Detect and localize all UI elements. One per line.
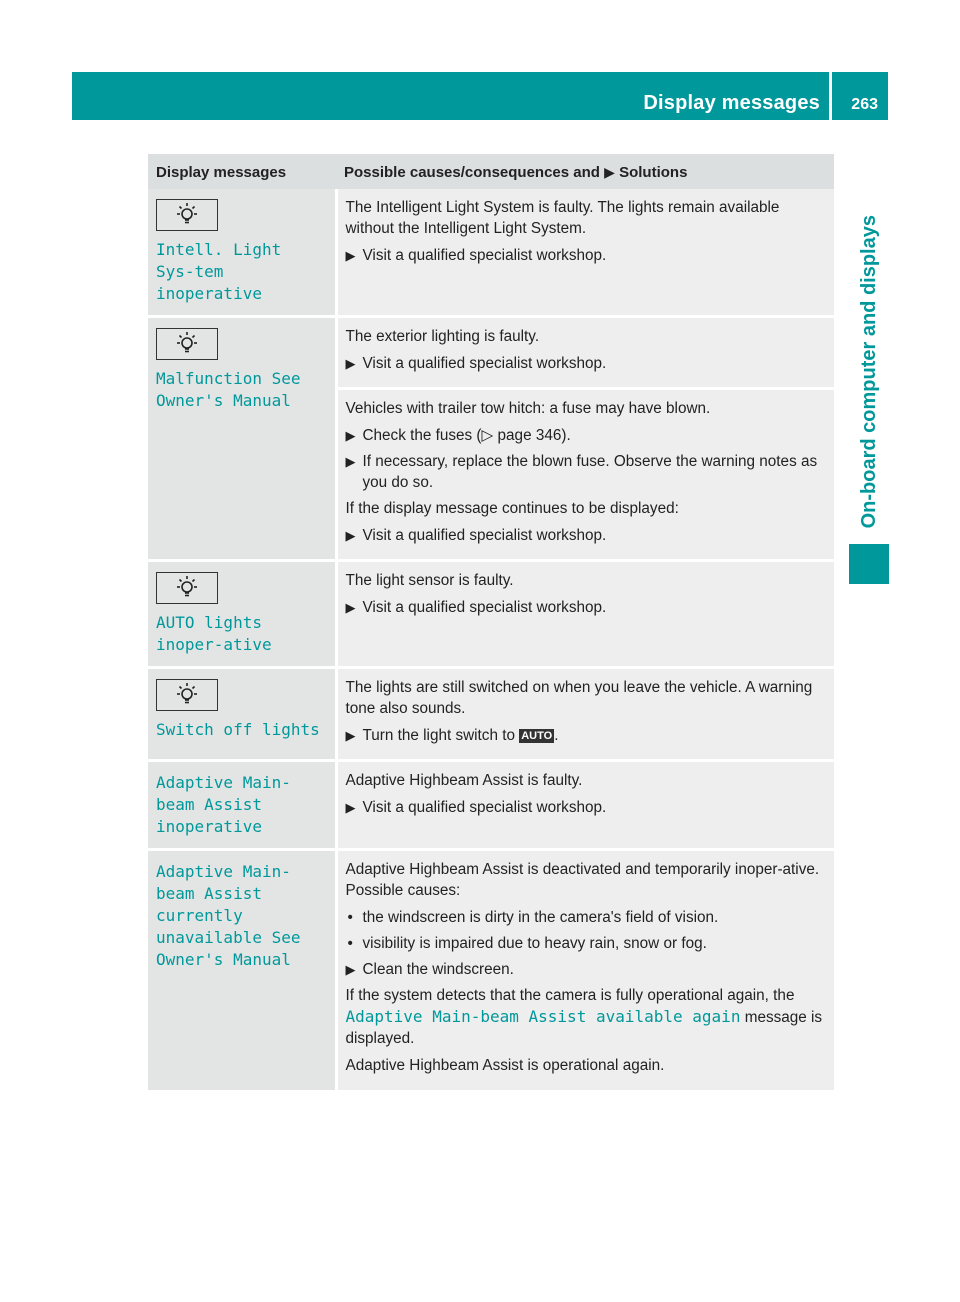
cause-text: If the display message continues to be displayed: bbox=[345, 500, 679, 517]
action-arrow-icon: ▶ bbox=[345, 528, 356, 543]
display-message-text: Switch off lights bbox=[156, 720, 320, 739]
column-header-messages: Display messages bbox=[148, 154, 336, 189]
action-text: Visit a qualified specialist workshop. bbox=[362, 799, 607, 816]
cause-text: The light sensor is faulty. bbox=[345, 572, 514, 589]
action-arrow-icon: ▶ bbox=[345, 962, 356, 977]
action-text: Turn the light switch to bbox=[362, 727, 515, 744]
bullet-text: the windscreen is dirty in the camera's field of vision. bbox=[362, 909, 719, 926]
exterior-light-icon bbox=[156, 328, 218, 360]
message-cell bbox=[148, 561, 336, 668]
action-text: Visit a qualified specialist workshop. bbox=[362, 527, 607, 544]
header-bar bbox=[72, 72, 888, 120]
column-header-causes-label: Possible causes/consequences and bbox=[344, 164, 600, 181]
causes-cell bbox=[336, 761, 834, 850]
table-row bbox=[148, 561, 834, 668]
action-arrow-icon: ▶ bbox=[345, 800, 356, 815]
action-text: Check the fuses ( bbox=[362, 427, 482, 444]
column-header-solutions-label: Solutions bbox=[619, 164, 688, 181]
exterior-light-icon bbox=[156, 572, 218, 604]
cause-text: Adaptive Highbeam Assist is faulty. bbox=[345, 772, 583, 789]
action-item bbox=[346, 353, 829, 374]
causes-cell bbox=[336, 189, 834, 317]
table-row bbox=[148, 317, 834, 389]
action-text: Visit a qualified specialist workshop. bbox=[362, 355, 607, 372]
display-messages-table bbox=[148, 154, 834, 1093]
cause-text: The lights are still switched on when you leave the vehicle. A warning tone also sounds. bbox=[345, 679, 813, 717]
action-text-suffix: . bbox=[554, 727, 559, 744]
action-item bbox=[346, 725, 829, 746]
action-arrow-icon: ▶ bbox=[345, 454, 356, 469]
action-arrow-icon: ▶ bbox=[345, 428, 356, 443]
display-message-text: Adaptive Main-beam Assist inoperative bbox=[156, 773, 291, 836]
bullet-icon: • bbox=[347, 935, 353, 952]
action-item bbox=[346, 597, 829, 618]
cause-text-suffix: message is displayed. bbox=[345, 1009, 823, 1047]
cause-text: The exterior lighting is faulty. bbox=[345, 328, 540, 345]
chapter-tab bbox=[849, 544, 889, 584]
cause-text: The Intelligent Light System is faulty. The lights remain available without the Intelligent Light System. bbox=[345, 199, 780, 237]
bullet-item bbox=[346, 907, 829, 928]
page-ref-arrow-icon: ▷ bbox=[481, 427, 494, 444]
display-message-text: AUTO lights inoper‐ative bbox=[156, 613, 272, 654]
action-text: Visit a qualified specialist workshop. bbox=[362, 599, 607, 616]
action-text: Visit a qualified specialist workshop. bbox=[362, 247, 607, 264]
table-header-row bbox=[148, 154, 834, 189]
cause-text: Adaptive Highbeam Assist is operational again. bbox=[345, 1057, 665, 1074]
message-cell bbox=[148, 317, 336, 561]
action-arrow-icon: ▶ bbox=[345, 728, 356, 743]
cause-text: Vehicles with trailer tow hitch: a fuse may have blown. bbox=[345, 400, 711, 417]
action-text-suffix: ). bbox=[561, 427, 571, 444]
causes-cell bbox=[336, 850, 834, 1092]
message-cell bbox=[148, 668, 336, 761]
page-reference-link[interactable]: page 346 bbox=[497, 427, 562, 444]
header-divider bbox=[829, 72, 832, 120]
display-message-text: Intell. Light Sys‐tem inoperative bbox=[156, 240, 282, 303]
table-row bbox=[148, 761, 834, 850]
bullet-item bbox=[346, 933, 829, 954]
message-cell bbox=[148, 761, 336, 850]
side-chapter-label: On-board computer and displays bbox=[857, 214, 880, 528]
page-section-title: Display messages bbox=[643, 92, 820, 114]
causes-cell bbox=[336, 317, 834, 389]
action-arrow-icon: ▶ bbox=[345, 356, 356, 371]
cause-text bbox=[346, 985, 829, 1049]
action-item bbox=[346, 245, 829, 266]
action-item bbox=[346, 525, 829, 546]
auto-switch-icon: AUTO bbox=[521, 729, 553, 742]
exterior-light-icon bbox=[156, 199, 218, 231]
table-row bbox=[148, 850, 834, 1092]
action-item bbox=[346, 425, 829, 446]
action-text: If necessary, replace the blown fuse. Observe the warning notes as you do so. bbox=[362, 453, 818, 491]
display-message-text: Malfunction See Owner's Manual bbox=[156, 369, 301, 410]
side-chapter-title bbox=[849, 168, 889, 528]
bullet-icon: • bbox=[347, 909, 353, 926]
column-header-causes bbox=[336, 154, 834, 189]
table-row bbox=[148, 668, 834, 761]
message-cell bbox=[148, 850, 336, 1092]
action-item bbox=[346, 797, 829, 818]
causes-cell bbox=[336, 561, 834, 668]
causes-cell bbox=[336, 668, 834, 761]
table-row bbox=[148, 189, 834, 317]
bullet-text: visibility is impaired due to heavy rain, snow or fog. bbox=[362, 935, 707, 952]
exterior-light-icon bbox=[156, 679, 218, 711]
action-item bbox=[346, 451, 829, 493]
causes-cell bbox=[336, 389, 834, 561]
cause-text-prefix: If the system detects that the camera is fully operational again, the bbox=[345, 987, 795, 1004]
action-text: Clean the windscreen. bbox=[362, 961, 514, 978]
action-item bbox=[346, 959, 829, 980]
display-message-text: Adaptive Main-beam Assist currently unavailable See Owner's Manual bbox=[156, 862, 301, 969]
page-number: 263 bbox=[851, 96, 878, 113]
action-arrow-icon: ▶ bbox=[345, 248, 356, 263]
cause-text: Adaptive Highbeam Assist is deactivated and temporarily inoper-ative. Possible causes: bbox=[345, 861, 820, 899]
solutions-arrow-icon: ▶ bbox=[604, 164, 615, 180]
inline-display-message: Adaptive Main-beam Assist available again bbox=[345, 1007, 741, 1026]
message-cell bbox=[148, 189, 336, 317]
action-arrow-icon: ▶ bbox=[345, 600, 356, 615]
